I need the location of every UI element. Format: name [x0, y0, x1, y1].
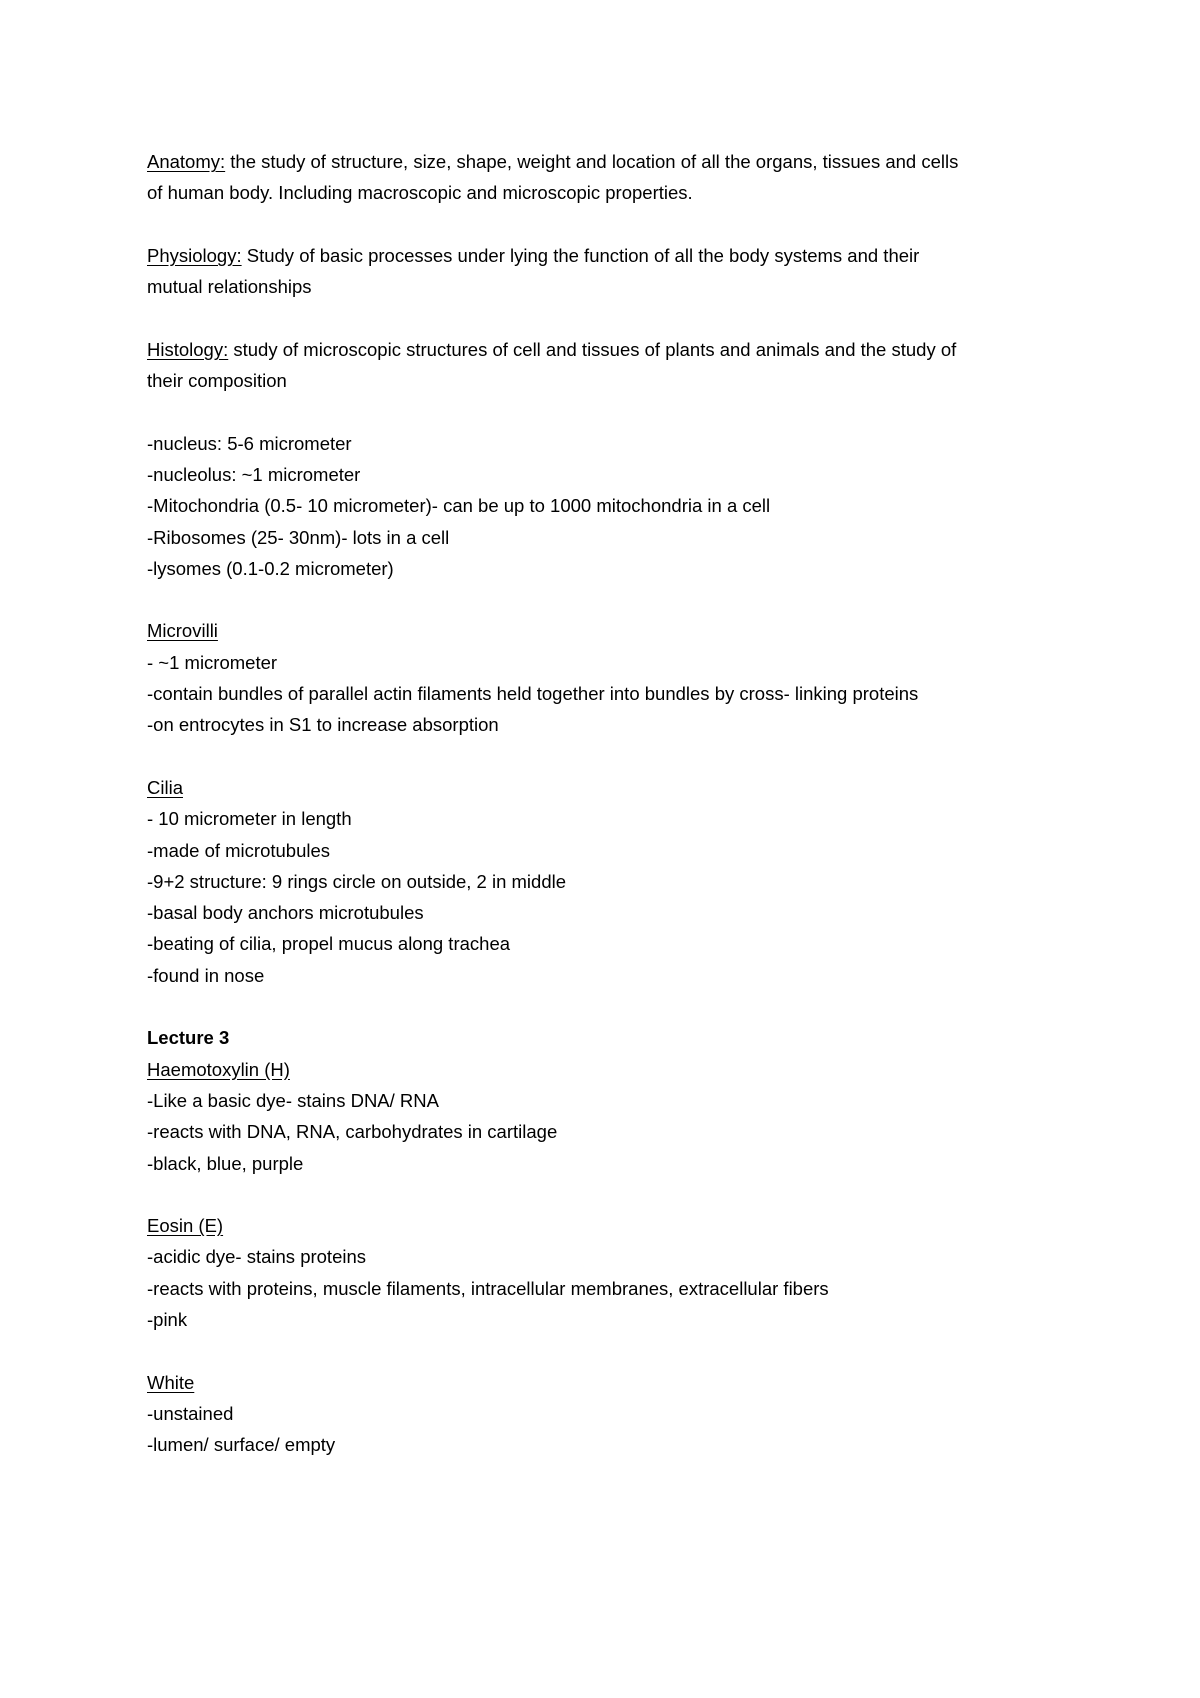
anatomy-definition-line-2: of human body. Including macroscopic and microscopic properties. — [147, 182, 693, 204]
white-heading-text: White — [147, 1371, 195, 1393]
physiology-definition-line-2: mutual relationships — [147, 276, 312, 298]
eosin-item: -acidic dye- stains proteins — [147, 1246, 367, 1268]
cilia-item: -made of microtubules — [147, 839, 331, 861]
physiology-text-1: Study of basic processes under lying the function of all the body systems and their — [241, 244, 920, 266]
histology-text-1: study of microscopic structures of cell and tissues of plants and animals and the study of — [228, 338, 957, 360]
histology-definition-line-2: their composition — [147, 370, 287, 392]
size-item-nucleolus: -nucleolus: ~1 micrometer — [147, 463, 361, 485]
histology-definition-line-1 — [147, 334, 1067, 365]
spacer — [147, 1179, 1067, 1210]
physiology-definition-line-1 — [147, 240, 1067, 271]
cilia-item: -basal body anchors microtubules — [147, 902, 424, 924]
eosin-item: -pink — [147, 1308, 188, 1330]
spacer — [147, 991, 1067, 1022]
size-item-nucleus: -nucleus: 5-6 micrometer — [147, 432, 352, 454]
eosin-heading-text: Eosin (E) — [147, 1215, 224, 1237]
cilia-item: -9+2 structure: 9 rings circle on outside, 2 in middle — [147, 870, 567, 892]
white-heading — [147, 1367, 1067, 1398]
document-body — [147, 146, 1067, 1460]
size-item-lysomes: -lysomes (0.1-0.2 micrometer) — [147, 557, 394, 579]
cilia-heading-text: Cilia — [147, 776, 183, 798]
haemotoxylin-heading-text: Haemotoxylin (H) — [147, 1058, 290, 1080]
haemotoxylin-item: -reacts with DNA, RNA, carbohydrates in cartilage — [147, 1121, 558, 1143]
physiology-term: Physiology: — [147, 244, 242, 266]
spacer — [147, 741, 1067, 772]
lecture-title: Lecture 3 — [147, 1027, 230, 1049]
microvilli-item: -contain bundles of parallel actin filaments held together into bundles by cross- linking proteins — [147, 683, 919, 705]
cilia-item: -found in nose — [147, 964, 265, 986]
size-item-mitochondria: -Mitochondria (0.5- 10 micrometer)- can be up to 1000 mitochondria in a cell — [147, 495, 771, 517]
spacer — [147, 209, 1067, 240]
histology-term: Histology: — [147, 338, 229, 360]
microvilli-heading-text: Microvilli — [147, 620, 218, 642]
size-item-ribosomes: -Ribosomes (25- 30nm)- lots in a cell — [147, 526, 450, 548]
white-item: -unstained — [147, 1402, 234, 1424]
anatomy-term: Anatomy: — [147, 151, 226, 172]
cilia-item: - 10 micrometer in length — [147, 808, 352, 830]
microvilli-item: -on entrocytes in S1 to increase absorption — [147, 714, 499, 736]
anatomy-definition-line-1 — [147, 146, 1067, 177]
anatomy-text-1: the study of structure, size, shape, weight and location of all the organs, tissues and cells — [225, 151, 959, 172]
cilia-heading — [147, 772, 1067, 803]
eosin-item: -reacts with proteins, muscle filaments, intracellular membranes, extracellular fibers — [147, 1277, 829, 1299]
haemotoxylin-item: -Like a basic dye- stains DNA/ RNA — [147, 1089, 439, 1111]
spacer — [147, 302, 1067, 333]
white-item: -lumen/ surface/ empty — [147, 1434, 336, 1456]
eosin-heading — [147, 1210, 1067, 1241]
haemotoxylin-heading — [147, 1054, 1067, 1085]
haemotoxylin-item: -black, blue, purple — [147, 1152, 304, 1174]
spacer — [147, 1335, 1067, 1366]
microvilli-item: - ~1 micrometer — [147, 651, 278, 673]
microvilli-heading — [147, 615, 1067, 646]
cilia-item: -beating of cilia, propel mucus along trachea — [147, 933, 511, 955]
spacer — [147, 584, 1067, 615]
spacer — [147, 396, 1067, 427]
